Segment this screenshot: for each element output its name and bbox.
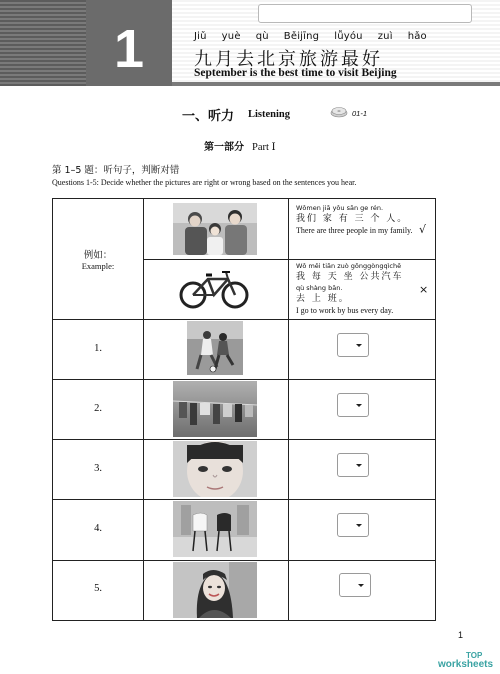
example-2-chinese-1: 我 每 天 坐 公共汽车	[296, 272, 404, 282]
example-1-mark: √	[419, 223, 427, 236]
answer-dropdown-3[interactable]	[337, 453, 369, 477]
brand-logo: worksheets	[438, 659, 494, 670]
part-en: Part Ⅰ	[252, 142, 276, 153]
name-input[interactable]	[258, 4, 472, 23]
page-number: 1	[458, 630, 464, 640]
lesson-number-box	[86, 0, 172, 86]
answer-dropdown-5[interactable]	[339, 573, 371, 597]
instructions-en: Questions 1-5: Decide whether the pictures are right or wrong based on the sentences you hear.	[52, 178, 357, 187]
example-1-pinyin: Wǒmen jiā yǒu sān ge rén.	[296, 204, 384, 212]
football-picture	[187, 321, 243, 375]
example-2-pinyin-2: qù shàng bān.	[296, 284, 343, 292]
answer-dropdown-1[interactable]	[337, 333, 369, 357]
lesson-number: 1	[113, 19, 145, 79]
brand-logo-top: TOP	[466, 651, 483, 660]
part-cn: 第一部分	[204, 142, 244, 153]
title-chinese: 九月去北京旅游最好	[194, 49, 383, 70]
example-2-pinyin-1: Wǒ měi tiān zuò gōnggòngqìchē	[296, 262, 402, 270]
question-number: 5.	[94, 583, 102, 594]
example-2-mark: ×	[419, 283, 429, 296]
answer-dropdown-2[interactable]	[337, 393, 369, 417]
section-title-en: Listening	[248, 109, 291, 120]
woman-picture	[173, 562, 257, 618]
question-number: 1.	[94, 343, 102, 354]
chairs-picture	[173, 501, 257, 557]
track-number: 01-1	[352, 109, 368, 118]
example-1-english: There are three people in my family.	[296, 226, 413, 235]
example-sentence-1	[296, 203, 416, 236]
child-face-picture	[173, 441, 257, 497]
title-pinyin: Jiǔ yuè qù Běijīng lǚyóu zuì hǎo	[194, 31, 427, 42]
example-label-cn: 例如：	[83, 250, 113, 261]
laundry-picture	[173, 381, 257, 437]
question-number: 4.	[94, 523, 102, 534]
row-divider	[53, 560, 436, 561]
instructions-cn: 第 1–5 题：听句子，判断对错	[52, 165, 180, 176]
example-2-chinese-2: 去 上 班。	[296, 294, 350, 304]
example-2-english: I go to work by bus every day.	[296, 306, 394, 315]
question-number: 3.	[94, 463, 102, 474]
row-divider	[53, 319, 436, 320]
family-picture	[173, 203, 257, 255]
row-divider	[53, 439, 436, 440]
section-heading	[182, 105, 290, 124]
part-heading	[204, 138, 276, 153]
bicycle-picture	[178, 265, 250, 311]
questions-table	[52, 198, 436, 621]
audio-disc-icon	[330, 106, 348, 118]
column-divider	[143, 199, 144, 620]
column-divider	[288, 199, 289, 620]
section-title-cn: 一、听力	[182, 109, 235, 124]
row-divider	[53, 379, 436, 380]
example-sentence-2	[296, 261, 416, 316]
row-divider	[143, 259, 436, 260]
example-label-en: Example:	[81, 261, 115, 271]
answer-dropdown-4[interactable]	[337, 513, 369, 537]
example-1-chinese: 我们 家 有 三 个 人。	[296, 214, 409, 224]
row-divider	[53, 499, 436, 500]
title-english: September is the best time to visit Beijing	[194, 67, 397, 79]
question-number: 2.	[94, 403, 102, 414]
